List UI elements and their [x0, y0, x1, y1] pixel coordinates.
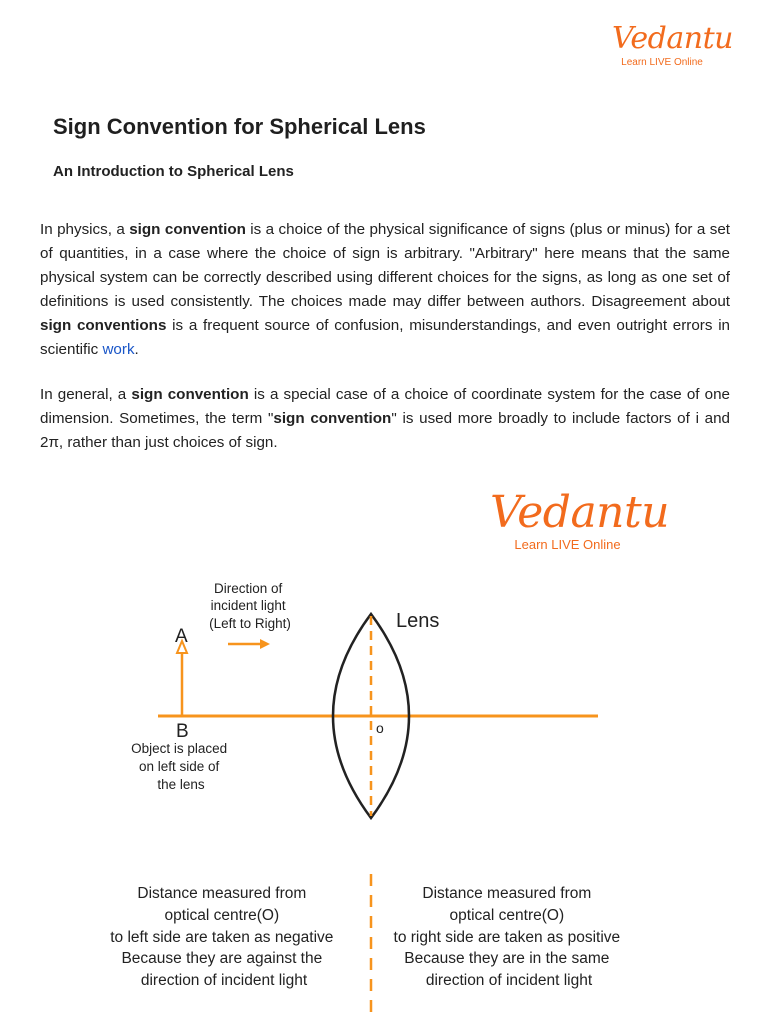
right-caption-line: to right side are taken as positive [393, 929, 621, 946]
logo-wordmark: Vedantu [490, 487, 670, 538]
bold-term: sign convention [129, 221, 246, 238]
right-caption-line: optical centre(O) [449, 907, 565, 924]
logo-wordmark: Vedantu [612, 21, 733, 56]
logo-tagline: Learn LIVE Online [621, 57, 703, 68]
bold-term: sign conventions [40, 317, 167, 334]
text-run: " is used more broadly to include factors of i and 2π, rather than just choices of sign. [40, 410, 730, 451]
left-caption-line: Distance measured from [137, 885, 307, 902]
text-run: is a special case of a choice of coordinate system for the case of one dimension. Sometimes, the term " [40, 386, 730, 427]
bold-term: sign convention [131, 386, 249, 403]
text-run: is a choice of the physical significance of signs (plus or minus) for a set of quantities, in a case where the choice of sign is arbitrary. "Arbitrary" here means that the same physical system can be correctly described using different choices for the signs, as long as one set of definitions is used consistently. The choices made may differ between authors. Disagreement about [40, 221, 730, 310]
object-note-line: on left side of [138, 759, 220, 774]
left-caption-line: optical centre(O) [164, 907, 280, 924]
right-caption-line: Because they are in the same [404, 950, 610, 967]
page-subtitle: An Introduction to Spherical Lens [53, 163, 294, 180]
left-caption [110, 885, 337, 989]
text-run: is a frequent source of confusion, misunderstandings, and even outright errors in scientific [40, 317, 731, 358]
right-caption-line: direction of incident light [425, 972, 593, 989]
origin-label: o [376, 720, 384, 736]
point-b-label: B [176, 721, 189, 742]
direction-arrow-head [260, 639, 270, 649]
object-note-line: Object is placed [131, 741, 228, 756]
text-run: In physics, a [40, 221, 130, 238]
direction-label [209, 581, 291, 631]
direction-label-line: incident light [210, 598, 286, 613]
diagram-vedantu-logo [490, 487, 670, 552]
left-caption-line: to left side are taken as negative [110, 929, 334, 946]
general-paragraph [40, 383, 730, 455]
point-a-label: A [175, 626, 188, 647]
left-caption-line: Because they are against the [121, 950, 323, 967]
text-run: In general, a [40, 386, 132, 403]
left-caption-line: direction of incident light [140, 972, 308, 989]
intro-paragraph [40, 218, 730, 362]
direction-label-line: (Left to Right) [209, 616, 291, 631]
object-note-line: the lens [157, 777, 205, 792]
work-link[interactable]: work [102, 341, 135, 358]
text-run: . [134, 341, 139, 358]
direction-label-line: Direction of [213, 581, 283, 596]
lens-label: Lens [396, 610, 440, 632]
right-caption [394, 885, 625, 989]
bold-term: sign convention [273, 410, 392, 427]
lens-diagram [0, 560, 768, 1024]
object-note [131, 741, 231, 792]
vedantu-logo [612, 21, 733, 69]
right-caption-line: Distance measured from [422, 885, 592, 902]
page-title: Sign Convention for Spherical Lens [53, 114, 426, 139]
logo-tagline: Learn LIVE Online [514, 537, 621, 552]
